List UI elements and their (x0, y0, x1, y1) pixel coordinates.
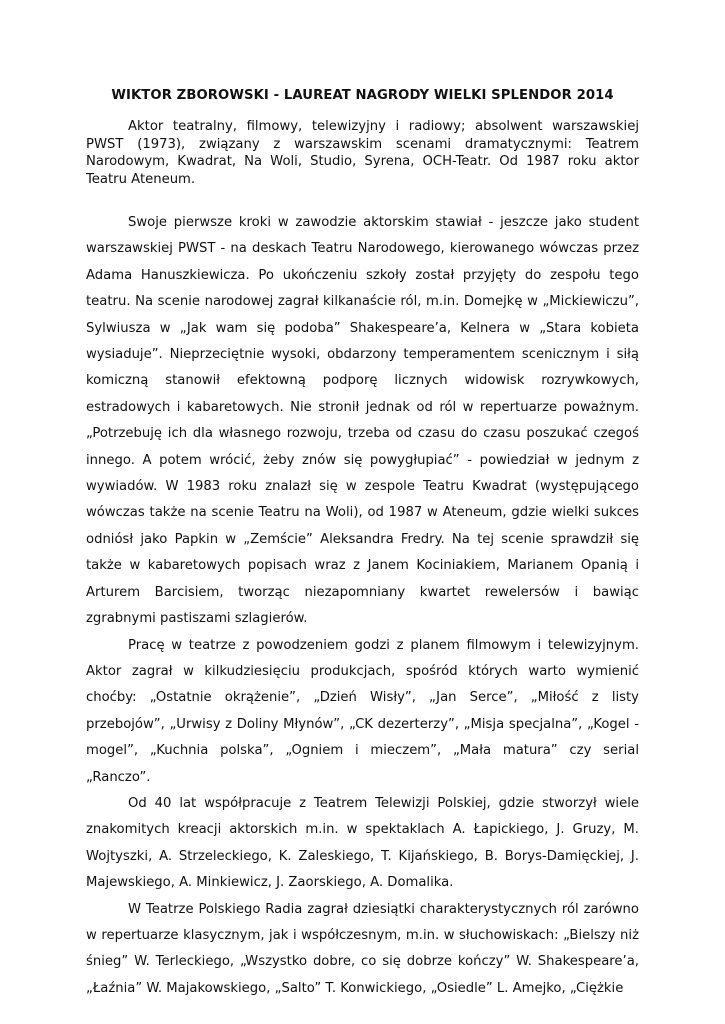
document-title: WIKTOR ZBOROWSKI - LAUREAT NAGRODY WIELKI SPLENDOR 2014 (111, 88, 614, 103)
paragraph-radio-theatre: W Teatrze Polskiego Radia zagrał dziesiątki charakterystycznych ról zarówno w repertuarze klasycznym, jak i współczesnym, m.in. w słuchowiskach: „Bielszy niż śnieg” W. Terleckiego, „Wszystko dobre, co się dobrze kończy” W. Shakespeare’a, „Łaźnia” W. Majakowskiego, „Salto” T. Konwickiego, „Osiedle” L. Amejko, „Ciężkie (86, 901, 639, 996)
paragraph-film-tv: Pracę w teatrze z powodzeniem godzi z planem filmowym i telewizyjnym. Aktor zagrał w kilkudziesięciu produkcjach, spośród których warto wymienić choćby: „Ostatnie okrążenie”, „Dzień Wisły”, „Jan Serce”, „Miłość z listy przebojów”, „Urwisy z Doliny Młynów”, „CK dezerterzy”, „Misja specjalna”, „Kogel - mogel”, „Kuchnia polska”, „Ogniem i mieczem”, „Mała matura” czy serial „Ranczo”. (86, 637, 639, 785)
paragraph-intro: Aktor teatralny, filmowy, telewizyjny i radiowy; absolwent warszawskiej PWST (1973), związany z warszawskim scenami dramatycznymi: Teatrem Narodowym, Kwadrat, Na Woli, Studio, Syrena, OCH-Teatr. Od 1987 roku aktor Teatru Ateneum. (86, 119, 639, 187)
paragraph-tv-theatre: Od 40 lat współpracuje z Teatrem Telewizji Polskiej, gdzie stworzył wiele znakomitych kreacji aktorskich m.in. w spektaklach A. Łapickiego, J. Gruzy, M. Wojtyszki, A. Strzeleckiego, K. Zaleskiego, T. Kijańskiego, B. Borys-Damięckiej, J. Majewskiego, A. Minkiewicz, J. Zaorskiego, A. Domalika. (86, 795, 639, 891)
paragraph-early-career: Swoje pierwsze kroki w zawodzie aktorskim stawiał - jeszcze jako student warszawskiej PWST - na deskach Teatru Narodowego, kierowanego wówczas przez Adama Hanuszkiewicza. Po ukończeniu szkoły został przyjęty do zespołu tego teatru. Na scenie narodowej zagrał kilkanaście ról, m.in. Domejkę w „Mickiewiczu”, Sylwiusza w „Jak wam się podoba” Shakespeare’a, Kelnera w „Stara kobieta wysiaduje”. Nieprzeciętnie wysoki, obdarzony temperamentem scenicznym i siłą komiczną stanowił efektowną podporę licznych widowisk rozrywkowych, estradowych i kabaretowych. Nie stronił jednak od ról w repertuarze poważnym. „Potrzebuję ich dla własnego rozwoju, trzeba od czasu do czasu poszukać czegoś innego. A potem wrócić, żeby znów się powygłupiać” - powiedział w jednym z wywiadów. W 1983 roku znalazł się w zespole Teatru Kwadrat (występującego wówczas także na scenie Teatru na Woli), od 1987 w Ateneum, gdzie wielki sukces odniósł jako Papkin w „Zemście” Aleksandra Fredry. Na tej scenie sprawdził się także w kabaretowych popisach wraz z Janem Kociniakiem, Marianem Opanią i Arturem Barcisiem, tworząc niezapomniany kwartet rewelersów i bawiąc zgrabnymi pastiszami szlagierów. (86, 215, 639, 627)
document-page (86, 88, 639, 1002)
